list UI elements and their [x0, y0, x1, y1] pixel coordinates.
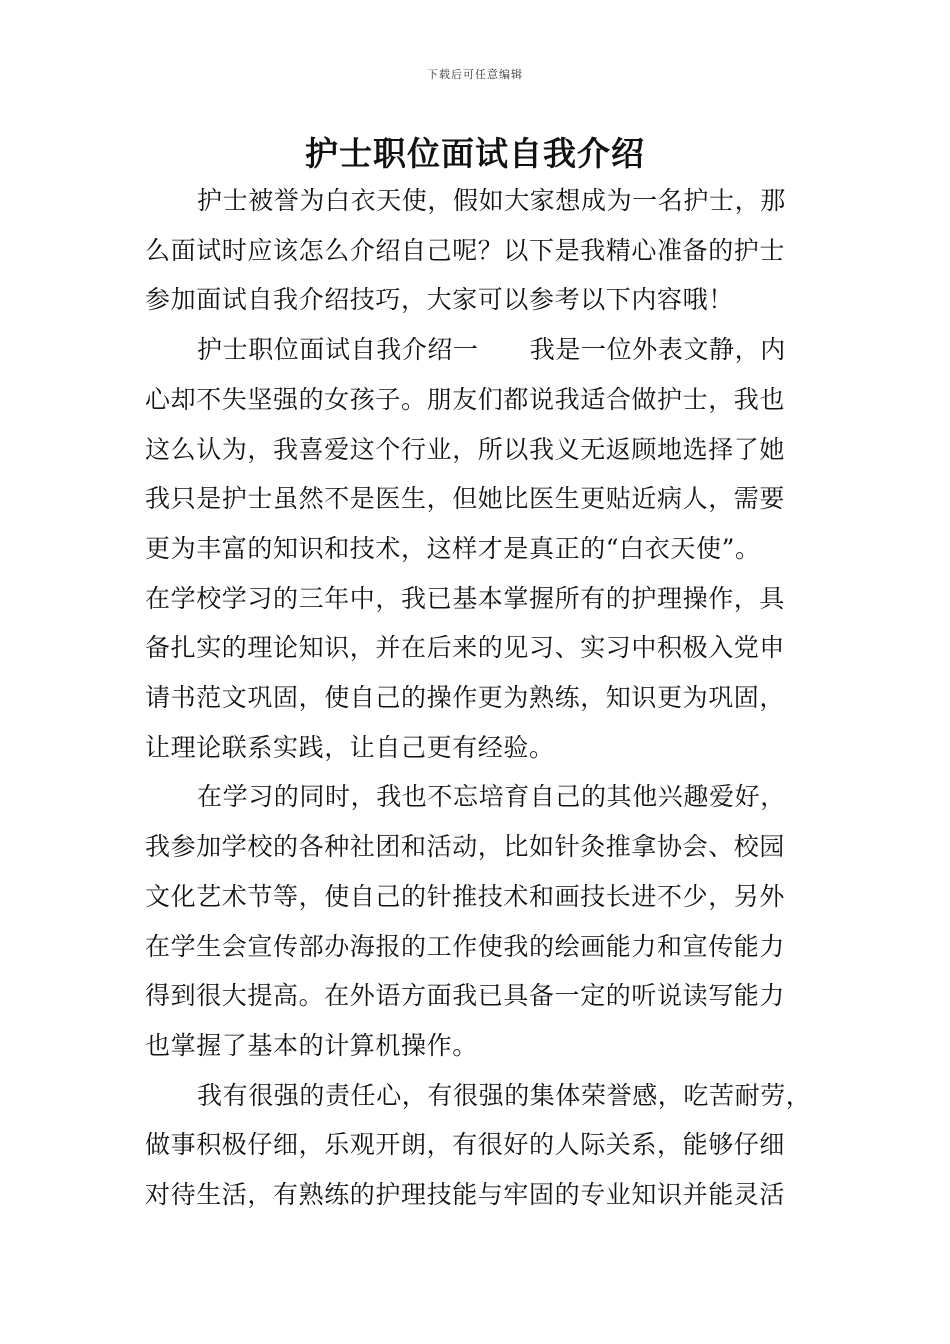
text-line: 我只是护士虽然不是医生，但她比医生更贴近病人，需要	[145, 484, 786, 514]
text-line: 心却不失坚强的女孩子。朋友们都说我适合做护士，我也	[145, 384, 786, 414]
paragraph-hobbies	[145, 772, 810, 1070]
paragraph-character	[145, 1071, 810, 1220]
text-line: 这么认为，我喜爱这个行业，所以我义无返顾地选择了她	[145, 434, 786, 464]
text-line: 做事积极仔细，乐观开朗，有很好的人际关系，能够仔细	[145, 1130, 786, 1160]
paragraph-self-intro-one	[145, 325, 810, 772]
text-line: 我有很强的责任心，有很强的集体荣誉感，吃苦耐劳，	[197, 1080, 812, 1110]
text-line: 更为丰富的知识和技术，这样才是真正的“白衣天使”。	[145, 533, 761, 563]
text-line: 在学生会宣传部办海报的工作使我的绘画能力和宣传能力	[145, 931, 786, 961]
paragraph-intro	[145, 176, 810, 325]
text-line: 文化艺术节等，使自己的针推技术和画技长进不少，另外	[145, 881, 786, 911]
text-line: 在学校学习的三年中，我已基本掌握所有的护理操作，具	[145, 583, 786, 613]
document-title: 护士职位面试自我介绍	[305, 134, 645, 173]
text-line: 备扎实的理论知识，并在后来的见习、实习中积极入党申	[145, 633, 786, 663]
text-line: 请书范文巩固，使自己的操作更为熟练，知识更为巩固，	[145, 683, 786, 713]
text-line: 护士被誉为白衣天使，假如大家想成为一名护士，那	[197, 186, 786, 215]
text-line: 对待生活，有熟练的护理技能与牢固的专业知识并能灵活	[145, 1180, 786, 1210]
text-line: 在学习的同时，我也不忘培育自己的其他兴趣爱好，	[197, 782, 786, 812]
text-line: 参加面试自我介绍技巧，大家可以参考以下内容哦！	[145, 285, 734, 315]
text-line: 得到很大提高。在外语方面我已具备一定的听说读写能力	[145, 981, 786, 1011]
text-line: 么面试时应该怎么介绍自己呢？以下是我精心准备的护士	[145, 235, 786, 265]
text-line: 我参加学校的各种社团和活动，比如针灸推拿协会、校园	[145, 832, 786, 862]
header-note: 下载后可任意编辑	[427, 68, 523, 81]
text-line: 让理论联系实践，让自己更有经验。	[145, 732, 555, 762]
document-body	[145, 176, 810, 1220]
text-line: 也掌握了基本的计算机操作。	[145, 1030, 478, 1060]
text-line: 护士职位面试自我介绍一 我是一位外表文静，内	[197, 335, 786, 365]
